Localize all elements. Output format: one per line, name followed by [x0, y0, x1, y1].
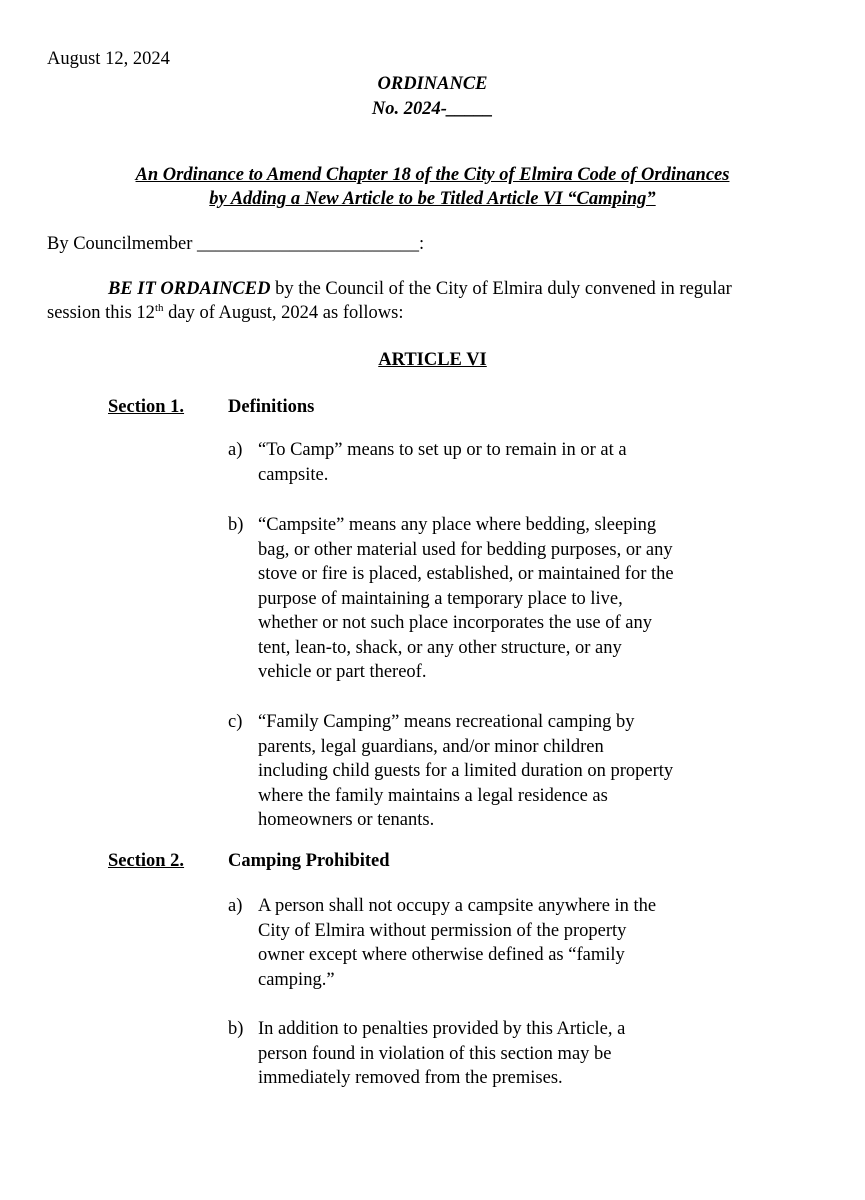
item-line: purpose of maintaining a temporary place to live,	[258, 588, 623, 609]
item-label: b)	[228, 515, 244, 535]
ordinance-title-line-2: by Adding a New Article to be Titled Article VI “Camping”	[209, 189, 656, 209]
item-line: campsite.	[258, 464, 329, 485]
enacting-clause-bold: BE IT ORDAINCED	[108, 279, 271, 299]
enacting-clause-text: by the Council of the City of Elmira duly convened in regular	[270, 279, 732, 299]
item-label: a)	[228, 896, 243, 916]
item-line: In addition to penalties provided by this Article, a	[258, 1019, 626, 1039]
item-line: bag, or other material used for bedding purposes, or any	[258, 539, 673, 560]
item-text	[258, 710, 718, 833]
item-text	[258, 438, 718, 487]
sponsor-line	[47, 232, 424, 257]
ordinance-number: No. 2024-_____	[371, 99, 494, 119]
enacting-clause-line-2	[47, 301, 403, 326]
item-line: homeowners or tenants.	[258, 810, 435, 830]
document-date: August 12, 2024	[47, 49, 170, 69]
enacting-clause-date-rest: day of August, 2024 as follows:	[163, 303, 404, 323]
article-heading: ARTICLE VI	[378, 350, 487, 370]
sponsor-blank: ________________________:	[197, 234, 425, 254]
section-1-number: Section 1.	[108, 397, 185, 417]
item-line: A person shall not occupy a campsite anywhere in the	[258, 896, 657, 916]
item-line: immediately removed from the premises.	[258, 1068, 563, 1088]
ordinal-suffix: th	[154, 301, 164, 314]
item-line: owner except where otherwise defined as “family	[258, 945, 625, 965]
item-line: whether or not such place incorporates the use of any	[258, 613, 653, 633]
item-line: “Family Camping” means recreational camping by	[258, 712, 635, 732]
item-line: tent, lean-to, shack, or any other structure, or any	[258, 637, 622, 658]
item-text	[258, 894, 718, 992]
item-line: vehicle or part thereof.	[258, 662, 427, 682]
item-line: camping.”	[258, 969, 335, 990]
item-text	[258, 513, 718, 685]
item-line: “To Camp” means to set up or to remain in or at a	[258, 440, 627, 460]
item-text	[258, 1017, 718, 1091]
item-line: City of Elmira without permission of the property	[258, 920, 627, 941]
enacting-clause-line-1	[108, 277, 732, 302]
item-line: “Campsite” means any place where bedding, sleeping	[258, 515, 657, 535]
item-label: c)	[228, 712, 243, 732]
enacting-clause-date-text: session this 12	[47, 303, 155, 323]
item-line: parents, legal guardians, and/or minor children	[258, 736, 604, 757]
item-line: where the family maintains a legal residence as	[258, 785, 608, 806]
item-line: stove or fire is placed, established, or maintained for the	[258, 564, 674, 584]
section-2-title: Camping Prohibited	[228, 851, 390, 871]
item-label: b)	[228, 1019, 244, 1039]
sponsor-label: By Councilmember	[47, 234, 193, 254]
ordinance-heading: ORDINANCE	[377, 74, 488, 94]
section-1-title: Definitions	[228, 397, 315, 417]
item-label: a)	[228, 440, 243, 460]
section-2-number: Section 2.	[108, 851, 185, 871]
item-line: person found in violation of this section may be	[258, 1043, 612, 1064]
item-line: including child guests for a limited duration on property	[258, 761, 674, 781]
ordinance-title-line-1: An Ordinance to Amend Chapter 18 of the City of Elmira Code of Ordinances	[135, 165, 730, 185]
